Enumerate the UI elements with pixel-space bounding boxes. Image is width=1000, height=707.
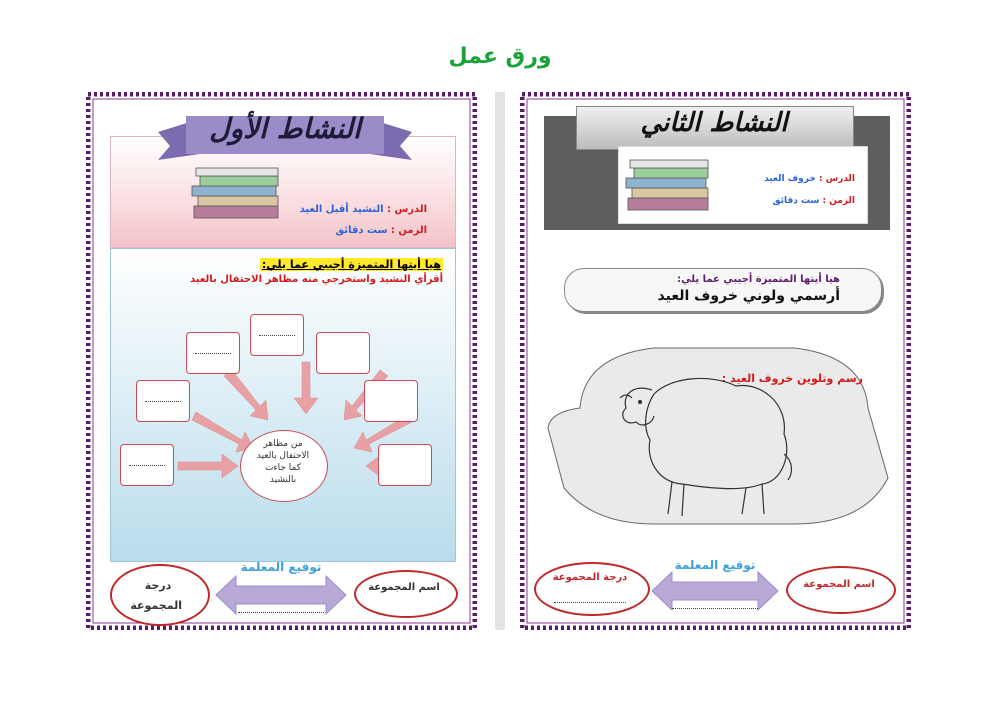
right-activity-title: النشاط الثاني	[640, 108, 788, 138]
right-time-line	[715, 196, 855, 206]
left-lesson-line	[267, 204, 427, 215]
right-lesson-label: الدرس :	[819, 174, 855, 184]
right-group-grade-label: درجة المجموعة	[552, 572, 628, 583]
right-prompt: هيا أيتها المتميزة أجيبي عما يلي:	[677, 274, 840, 285]
right-lesson-line	[715, 174, 855, 184]
right-lesson-value: خروف العيد	[764, 174, 816, 184]
page-divider	[495, 92, 505, 630]
answer-box-lower-right[interactable]	[378, 444, 432, 486]
book-stack-icon	[622, 158, 714, 214]
right-group-grade-ellipse[interactable]	[534, 562, 650, 616]
left-lesson-label: الدرس :	[387, 204, 427, 215]
right-teacher-signature: توقيع المعلمة	[674, 558, 756, 572]
right-worksheet	[520, 92, 911, 630]
left-group-grade-label: درجة المجموعة	[130, 579, 182, 612]
right-instruction: أرسمي ولوني خروف العيد	[657, 288, 840, 304]
sheep-icon	[612, 364, 802, 524]
right-time-label: الزمن :	[822, 196, 855, 206]
left-time-line	[267, 225, 427, 236]
draw-label: رسم وتلوين خروف العيد :	[721, 372, 863, 385]
left-lesson-value: النشيد أقبل العيد	[299, 204, 384, 215]
center-ellipse-text: من مظاهر الاحتفال بالعيد كما جاءت بالنشيد	[256, 439, 310, 485]
left-time-value: ست دقائق	[335, 225, 388, 236]
right-signature-line[interactable]	[672, 608, 758, 609]
right-group-name-ellipse[interactable]	[786, 566, 896, 614]
page-title: ورق عمل	[448, 44, 552, 69]
left-worksheet	[86, 92, 477, 630]
answer-box-top[interactable]	[250, 314, 304, 356]
right-grade-line[interactable]	[554, 602, 626, 603]
answer-box-middle-right[interactable]	[364, 380, 418, 422]
answer-box-lower-left[interactable]	[120, 444, 174, 486]
answer-box-upper-right[interactable]	[316, 332, 370, 374]
right-time-value: ست دقائق	[772, 196, 820, 206]
left-signature-line[interactable]	[238, 612, 324, 613]
left-group-name-ellipse[interactable]	[354, 570, 458, 618]
left-instruction: أقرأي النشيد واستخرجي منه مظاهر الاحتفال بالعيد	[189, 274, 443, 285]
left-teacher-signature: توقيع المعلمة	[240, 560, 322, 574]
left-activity-title: النشاط الأول	[209, 112, 361, 145]
left-prompt: هيا أيتها المتميزة أجيبي عما يلي:	[261, 258, 441, 271]
double-arrow-icon	[650, 570, 780, 612]
answer-box-upper-left[interactable]	[186, 332, 240, 374]
right-group-name-label: اسم المجموعة	[803, 579, 875, 590]
left-time-label: الزمن :	[390, 225, 427, 236]
answer-box-middle-left[interactable]	[136, 380, 190, 422]
book-stack-icon	[188, 166, 284, 224]
left-group-name-label: اسم المجموعة	[368, 582, 440, 593]
double-arrow-icon	[214, 574, 348, 616]
